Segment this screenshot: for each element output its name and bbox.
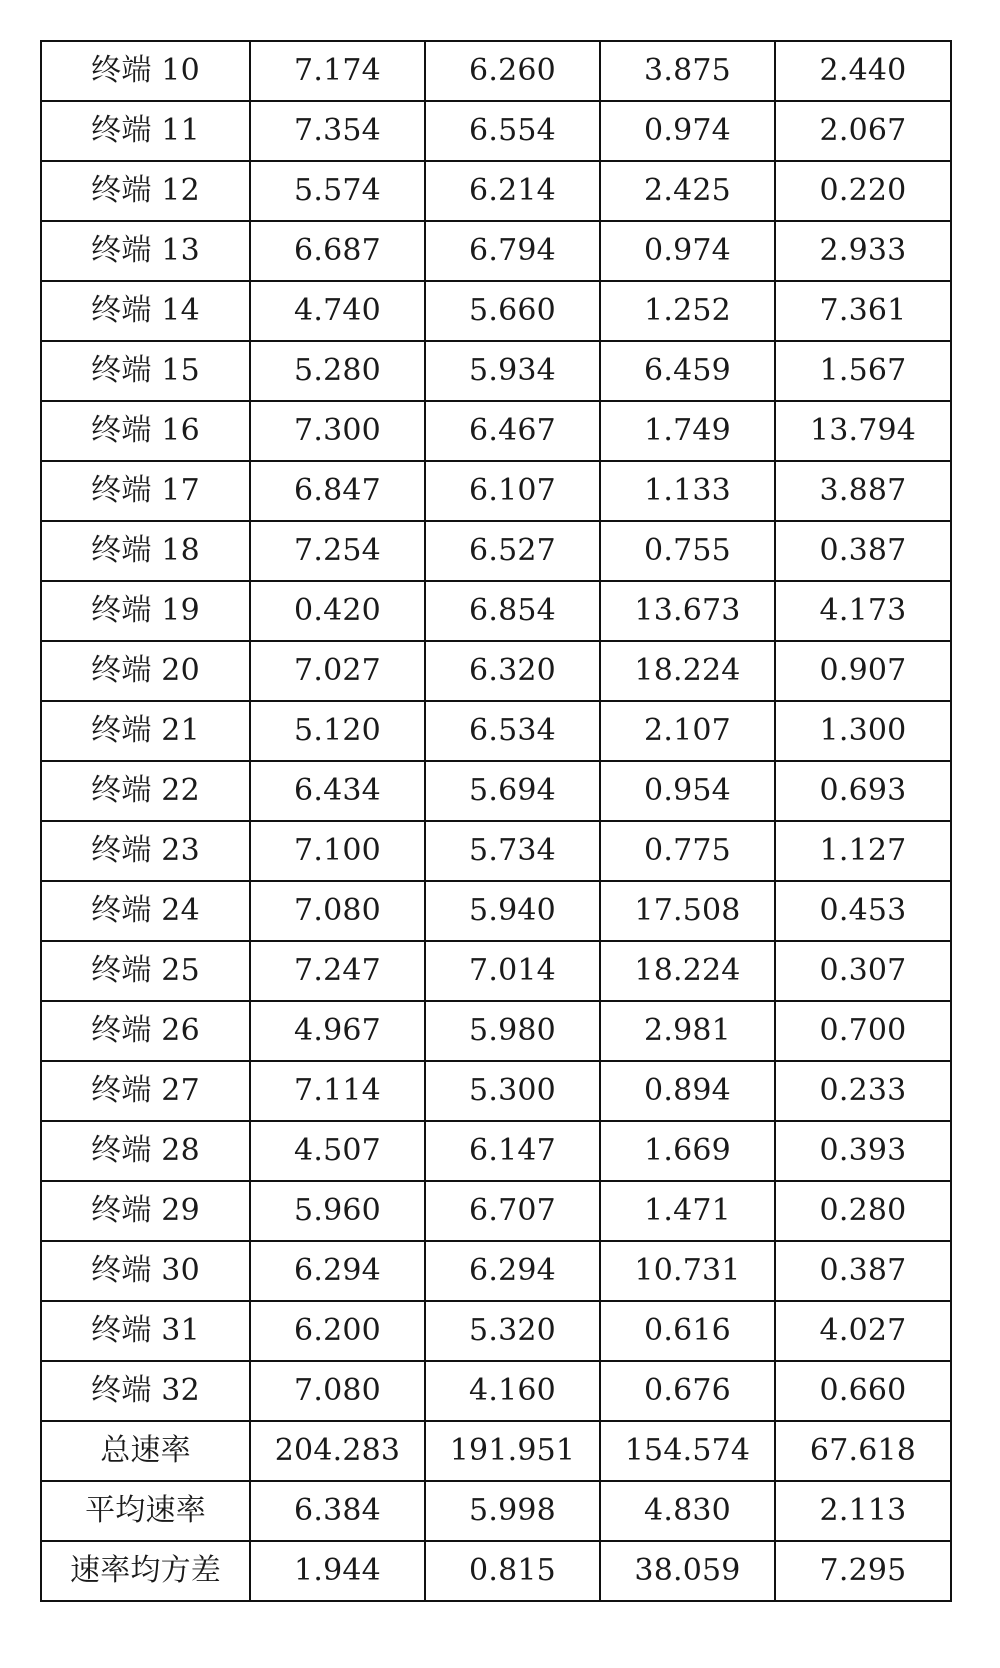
table-row bbox=[41, 401, 951, 461]
table-row bbox=[41, 1421, 951, 1481]
value-cell: 1.567 bbox=[775, 341, 951, 401]
row-label-cell: 终端 27 bbox=[41, 1061, 250, 1121]
value-cell: 6.214 bbox=[425, 161, 600, 221]
table-row bbox=[41, 221, 951, 281]
value-cell: 10.731 bbox=[600, 1241, 775, 1301]
value-cell: 2.067 bbox=[775, 101, 951, 161]
value-cell: 204.283 bbox=[250, 1421, 425, 1481]
value-cell: 1.471 bbox=[600, 1181, 775, 1241]
value-cell: 0.676 bbox=[600, 1361, 775, 1421]
value-cell: 0.974 bbox=[600, 101, 775, 161]
value-cell: 0.420 bbox=[250, 581, 425, 641]
value-cell: 6.534 bbox=[425, 701, 600, 761]
row-label-cell: 终端 21 bbox=[41, 701, 250, 761]
row-label-cell: 终端 16 bbox=[41, 401, 250, 461]
value-cell: 5.934 bbox=[425, 341, 600, 401]
value-cell: 1.252 bbox=[600, 281, 775, 341]
table-row bbox=[41, 1481, 951, 1541]
table-row bbox=[41, 581, 951, 641]
value-cell: 1.300 bbox=[775, 701, 951, 761]
row-label-cell: 终端 28 bbox=[41, 1121, 250, 1181]
value-cell: 4.027 bbox=[775, 1301, 951, 1361]
value-cell: 6.707 bbox=[425, 1181, 600, 1241]
value-cell: 7.014 bbox=[425, 941, 600, 1001]
value-cell: 0.693 bbox=[775, 761, 951, 821]
row-label-cell: 总速率 bbox=[41, 1421, 250, 1481]
value-cell: 2.113 bbox=[775, 1481, 951, 1541]
row-label-cell: 终端 31 bbox=[41, 1301, 250, 1361]
table-row bbox=[41, 281, 951, 341]
value-cell: 5.320 bbox=[425, 1301, 600, 1361]
row-label-cell: 终端 12 bbox=[41, 161, 250, 221]
value-cell: 0.280 bbox=[775, 1181, 951, 1241]
row-label-cell: 终端 17 bbox=[41, 461, 250, 521]
value-cell: 7.080 bbox=[250, 881, 425, 941]
value-cell: 7.254 bbox=[250, 521, 425, 581]
value-cell: 2.933 bbox=[775, 221, 951, 281]
value-cell: 5.660 bbox=[425, 281, 600, 341]
table-row bbox=[41, 1541, 951, 1601]
value-cell: 18.224 bbox=[600, 941, 775, 1001]
value-cell: 5.998 bbox=[425, 1481, 600, 1541]
value-cell: 5.960 bbox=[250, 1181, 425, 1241]
value-cell: 0.387 bbox=[775, 521, 951, 581]
value-cell: 2.440 bbox=[775, 41, 951, 101]
value-cell: 5.980 bbox=[425, 1001, 600, 1061]
table-row bbox=[41, 641, 951, 701]
row-label-cell: 终端 32 bbox=[41, 1361, 250, 1421]
value-cell: 154.574 bbox=[600, 1421, 775, 1481]
row-label-cell: 终端 29 bbox=[41, 1181, 250, 1241]
row-label-cell: 终端 10 bbox=[41, 41, 250, 101]
value-cell: 1.669 bbox=[600, 1121, 775, 1181]
value-cell: 5.574 bbox=[250, 161, 425, 221]
value-cell: 4.967 bbox=[250, 1001, 425, 1061]
value-cell: 4.160 bbox=[425, 1361, 600, 1421]
value-cell: 6.294 bbox=[425, 1241, 600, 1301]
value-cell: 5.280 bbox=[250, 341, 425, 401]
table-row bbox=[41, 101, 951, 161]
table-row bbox=[41, 1121, 951, 1181]
value-cell: 6.260 bbox=[425, 41, 600, 101]
value-cell: 7.114 bbox=[250, 1061, 425, 1121]
value-cell: 5.734 bbox=[425, 821, 600, 881]
table-body bbox=[41, 41, 951, 1601]
value-cell: 7.300 bbox=[250, 401, 425, 461]
row-label-cell: 速率均方差 bbox=[41, 1541, 250, 1601]
table-row bbox=[41, 1361, 951, 1421]
value-cell: 0.954 bbox=[600, 761, 775, 821]
value-cell: 0.453 bbox=[775, 881, 951, 941]
table-row bbox=[41, 881, 951, 941]
table-row bbox=[41, 341, 951, 401]
row-label-cell: 终端 20 bbox=[41, 641, 250, 701]
row-label-cell: 终端 13 bbox=[41, 221, 250, 281]
table-row bbox=[41, 941, 951, 1001]
value-cell: 1.127 bbox=[775, 821, 951, 881]
value-cell: 5.694 bbox=[425, 761, 600, 821]
value-cell: 7.027 bbox=[250, 641, 425, 701]
value-cell: 2.425 bbox=[600, 161, 775, 221]
table-row bbox=[41, 461, 951, 521]
table-row bbox=[41, 761, 951, 821]
table-row bbox=[41, 1061, 951, 1121]
value-cell: 6.847 bbox=[250, 461, 425, 521]
value-cell: 5.120 bbox=[250, 701, 425, 761]
value-cell: 0.387 bbox=[775, 1241, 951, 1301]
value-cell: 17.508 bbox=[600, 881, 775, 941]
value-cell: 6.434 bbox=[250, 761, 425, 821]
row-label-cell: 终端 11 bbox=[41, 101, 250, 161]
value-cell: 0.393 bbox=[775, 1121, 951, 1181]
row-label-cell: 终端 30 bbox=[41, 1241, 250, 1301]
value-cell: 6.320 bbox=[425, 641, 600, 701]
value-cell: 5.300 bbox=[425, 1061, 600, 1121]
table-row bbox=[41, 41, 951, 101]
row-label-cell: 终端 23 bbox=[41, 821, 250, 881]
value-cell: 6.554 bbox=[425, 101, 600, 161]
row-label-cell: 终端 15 bbox=[41, 341, 250, 401]
value-cell: 4.507 bbox=[250, 1121, 425, 1181]
value-cell: 191.951 bbox=[425, 1421, 600, 1481]
table-row bbox=[41, 521, 951, 581]
table-row bbox=[41, 161, 951, 221]
row-label-cell: 终端 22 bbox=[41, 761, 250, 821]
value-cell: 3.875 bbox=[600, 41, 775, 101]
value-cell: 67.618 bbox=[775, 1421, 951, 1481]
value-cell: 7.080 bbox=[250, 1361, 425, 1421]
value-cell: 7.354 bbox=[250, 101, 425, 161]
value-cell: 7.361 bbox=[775, 281, 951, 341]
value-cell: 0.233 bbox=[775, 1061, 951, 1121]
value-cell: 6.294 bbox=[250, 1241, 425, 1301]
table-row bbox=[41, 1301, 951, 1361]
row-label-cell: 终端 25 bbox=[41, 941, 250, 1001]
value-cell: 0.660 bbox=[775, 1361, 951, 1421]
value-cell: 4.173 bbox=[775, 581, 951, 641]
value-cell: 7.295 bbox=[775, 1541, 951, 1601]
value-cell: 7.247 bbox=[250, 941, 425, 1001]
value-cell: 6.459 bbox=[600, 341, 775, 401]
value-cell: 6.527 bbox=[425, 521, 600, 581]
rate-table bbox=[40, 40, 952, 1602]
value-cell: 2.107 bbox=[600, 701, 775, 761]
value-cell: 7.100 bbox=[250, 821, 425, 881]
value-cell: 0.815 bbox=[425, 1541, 600, 1601]
value-cell: 6.687 bbox=[250, 221, 425, 281]
value-cell: 0.894 bbox=[600, 1061, 775, 1121]
value-cell: 6.854 bbox=[425, 581, 600, 641]
value-cell: 38.059 bbox=[600, 1541, 775, 1601]
value-cell: 0.974 bbox=[600, 221, 775, 281]
value-cell: 3.887 bbox=[775, 461, 951, 521]
table-row bbox=[41, 701, 951, 761]
value-cell: 4.830 bbox=[600, 1481, 775, 1541]
value-cell: 1.749 bbox=[600, 401, 775, 461]
value-cell: 0.775 bbox=[600, 821, 775, 881]
value-cell: 6.467 bbox=[425, 401, 600, 461]
value-cell: 6.794 bbox=[425, 221, 600, 281]
value-cell: 0.755 bbox=[600, 521, 775, 581]
value-cell: 0.907 bbox=[775, 641, 951, 701]
value-cell: 6.200 bbox=[250, 1301, 425, 1361]
value-cell: 13.794 bbox=[775, 401, 951, 461]
row-label-cell: 终端 24 bbox=[41, 881, 250, 941]
row-label-cell: 终端 19 bbox=[41, 581, 250, 641]
value-cell: 1.133 bbox=[600, 461, 775, 521]
table-row bbox=[41, 1181, 951, 1241]
table-row bbox=[41, 1001, 951, 1061]
value-cell: 0.220 bbox=[775, 161, 951, 221]
value-cell: 4.740 bbox=[250, 281, 425, 341]
value-cell: 18.224 bbox=[600, 641, 775, 701]
row-label-cell: 平均速率 bbox=[41, 1481, 250, 1541]
value-cell: 1.944 bbox=[250, 1541, 425, 1601]
value-cell: 5.940 bbox=[425, 881, 600, 941]
value-cell: 2.981 bbox=[600, 1001, 775, 1061]
row-label-cell: 终端 18 bbox=[41, 521, 250, 581]
value-cell: 6.107 bbox=[425, 461, 600, 521]
value-cell: 6.384 bbox=[250, 1481, 425, 1541]
row-label-cell: 终端 14 bbox=[41, 281, 250, 341]
table-row bbox=[41, 1241, 951, 1301]
value-cell: 0.700 bbox=[775, 1001, 951, 1061]
row-label-cell: 终端 26 bbox=[41, 1001, 250, 1061]
value-cell: 6.147 bbox=[425, 1121, 600, 1181]
table-row bbox=[41, 821, 951, 881]
value-cell: 0.307 bbox=[775, 941, 951, 1001]
value-cell: 7.174 bbox=[250, 41, 425, 101]
value-cell: 0.616 bbox=[600, 1301, 775, 1361]
value-cell: 13.673 bbox=[600, 581, 775, 641]
